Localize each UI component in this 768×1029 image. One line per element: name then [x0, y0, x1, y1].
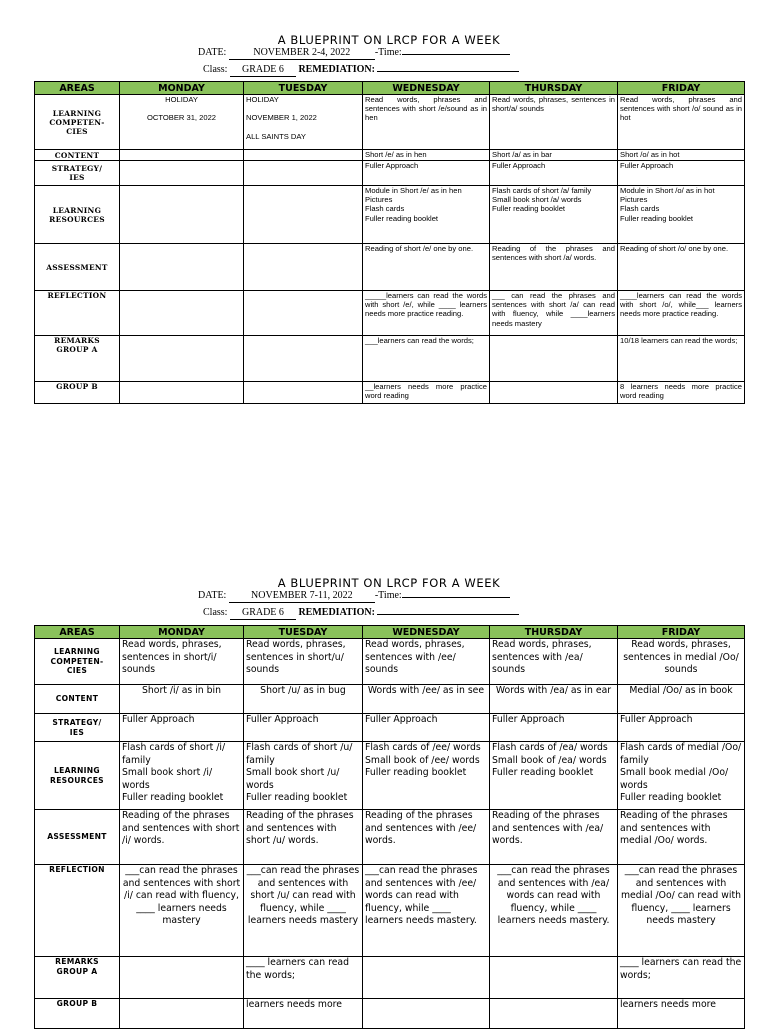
row-label-assessment: ASSESSMENT	[35, 244, 120, 291]
header-friday: FRIDAY	[618, 82, 745, 95]
table-row	[35, 95, 745, 150]
row-label-assessment: ASSESSMENT	[35, 810, 120, 865]
table-row	[35, 639, 745, 685]
table-cell: Words with /ee/ as in see	[363, 685, 490, 714]
table-row	[35, 685, 745, 714]
plan-table	[34, 625, 745, 1029]
table-cell: Flash cards of short /i/ family Small book short /i/ words Fuller reading booklet	[120, 742, 244, 810]
table-cell: Medial /Oo/ as in book	[618, 685, 745, 714]
table-cell: ____ learners can read the words;	[244, 957, 363, 999]
table-cell: ___can read the phrases and sentences with short /i/ can read with fluency, ____ learners needs mastery	[120, 865, 244, 957]
table-cell	[363, 999, 490, 1029]
table-cell	[120, 999, 244, 1029]
date-line	[198, 590, 744, 603]
table-cell: ___can read the phrases and sentences with medial /Oo/ can read with fluency, ____ learners needs mastery	[618, 865, 745, 957]
plan-table	[34, 81, 745, 404]
header-tuesday: TUESDAY	[244, 626, 363, 639]
table-cell: Fuller Approach	[618, 161, 745, 186]
time-blank	[402, 54, 510, 55]
table-cell: Fuller Approach	[120, 714, 244, 742]
table-cell: Fuller Approach	[490, 161, 618, 186]
table-cell: _____learners can read the words with short /e/, while ____ learners needs more practice reading.	[363, 291, 490, 336]
remediation-label: REMEDIATION:	[298, 607, 375, 618]
week-1-plan	[34, 33, 744, 404]
class-line	[203, 64, 744, 77]
table-cell: Module in Short /e/ as in hen Pictures Flash cards Fuller reading booklet	[363, 186, 490, 244]
table-row	[35, 161, 745, 186]
class-value: GRADE 6	[230, 64, 296, 77]
table-row	[35, 865, 745, 957]
table-cell: Read words, phrases, sentences with /ee/ sounds	[363, 639, 490, 685]
table-cell	[244, 244, 363, 291]
class-line	[203, 607, 744, 620]
table-cell: Reading of the phrases and sentences with short /a/ words.	[490, 244, 618, 291]
table-row	[35, 999, 745, 1029]
table-cell	[120, 382, 244, 404]
table-cell: Flash cards of short /u/ family Small book short /u/ words Fuller reading booklet	[244, 742, 363, 810]
table-cell: Flash cards of short /a/ family Small book short /a/ words Fuller reading booklet	[490, 186, 618, 244]
table-cell	[244, 186, 363, 244]
table-cell: Words with /ea/ as in ear	[490, 685, 618, 714]
table-cell: Fuller Approach	[490, 714, 618, 742]
table-cell: ____ learners can read the words;	[618, 957, 745, 999]
table-cell	[120, 186, 244, 244]
table-cell: Fuller Approach	[244, 714, 363, 742]
header-areas: AREAS	[35, 626, 120, 639]
table-cell	[244, 161, 363, 186]
week-2-plan	[34, 576, 744, 1029]
header-monday: MONDAY	[120, 82, 244, 95]
table-cell	[244, 336, 363, 382]
row-label-competencies: LEARNING COMPETEN- CIES	[35, 95, 120, 150]
table-cell: Short /i/ as in bin	[120, 685, 244, 714]
table-row	[35, 714, 745, 742]
header-wednesday: WEDNESDAY	[363, 82, 490, 95]
table-cell: ___can read the phrases and sentences with short /u/ can read with fluency, while ____ learners needs mastery	[244, 865, 363, 957]
table-cell: 8 learners needs more practice word reading	[618, 382, 745, 404]
table-cell	[490, 999, 618, 1029]
header-wednesday: WEDNESDAY	[363, 626, 490, 639]
table-cell: Short /o/ as in hot	[618, 150, 745, 161]
table-cell: Reading of the phrases and sentences with /ea/ words.	[490, 810, 618, 865]
time-label: -Time:	[374, 590, 402, 601]
date-label: DATE:	[198, 590, 227, 601]
header-monday: MONDAY	[120, 626, 244, 639]
table-cell: learners needs more	[618, 999, 745, 1029]
table-cell: Fuller Approach	[618, 714, 745, 742]
table-cell: HOLIDAY OCTOBER 31, 2022	[120, 95, 244, 150]
table-row	[35, 336, 745, 382]
date-value: NOVEMBER 7-11, 2022	[229, 590, 375, 603]
row-label-group-b: GROUP B	[35, 382, 120, 404]
table-row	[35, 957, 745, 999]
row-label-strategy: STRATEGY/ IES	[35, 714, 120, 742]
table-cell: ___learners can read the words;	[363, 336, 490, 382]
table-cell: ___can read the phrases and sentences with /ee/ words can read with fluency, while ____ learners needs mastery.	[363, 865, 490, 957]
table-cell	[244, 291, 363, 336]
table-cell	[363, 957, 490, 999]
table-cell: ____learners can read the words with short /o/, while___ learners needs more practice reading.	[618, 291, 745, 336]
row-label-reflection: REFLECTION	[35, 865, 120, 957]
table-row	[35, 810, 745, 865]
table-cell: __learners needs more practice word reading	[363, 382, 490, 404]
table-cell: Fuller Approach	[363, 161, 490, 186]
row-label-remarks-group-a: REMARKS GROUP A	[35, 957, 120, 999]
row-label-resources: LEARNING RESOURCES	[35, 742, 120, 810]
table-cell: 10/18 learners can read the words;	[618, 336, 745, 382]
row-label-content: CONTENT	[35, 150, 120, 161]
table-cell: Reading of short /e/ one by one.	[363, 244, 490, 291]
table-cell: Reading of the phrases and sentences with short /i/ words.	[120, 810, 244, 865]
table-cell	[490, 336, 618, 382]
row-label-strategy: STRATEGY/ IES	[35, 161, 120, 186]
table-cell: Flash cards of /ea/ words Small book of /ea/ words Fuller reading booklet	[490, 742, 618, 810]
header-friday: FRIDAY	[618, 626, 745, 639]
date-label: DATE:	[198, 47, 227, 58]
table-cell: Reading of short /o/ one by one.	[618, 244, 745, 291]
date-line	[198, 47, 744, 60]
table-cell: HOLIDAY NOVEMBER 1, 2022 ALL SAINTS DAY	[244, 95, 363, 150]
table-cell: ___can read the phrases and sentences with /ea/ words can read with fluency, while ____ learners needs mastery.	[490, 865, 618, 957]
table-cell: Read words, phrases, sentences in medial /Oo/ sounds	[618, 639, 745, 685]
table-cell: Reading of the phrases and sentences with short /u/ words.	[244, 810, 363, 865]
header-tuesday: TUESDAY	[244, 82, 363, 95]
row-label-reflection: REFLECTION	[35, 291, 120, 336]
table-cell: ___ can read the phrases and sentences with short /a/ can read with fluency, while ____learners needs mastery	[490, 291, 618, 336]
table-row	[35, 150, 745, 161]
table-cell: Short /a/ as in bar	[490, 150, 618, 161]
table-row	[35, 244, 745, 291]
table-cell	[120, 150, 244, 161]
table-cell	[244, 382, 363, 404]
table-cell: learners needs more	[244, 999, 363, 1029]
table-row	[35, 291, 745, 336]
table-cell	[244, 150, 363, 161]
table-row	[35, 742, 745, 810]
table-cell: Short /e/ as in hen	[363, 150, 490, 161]
table-cell: Reading of the phrases and sentences with /ee/ words.	[363, 810, 490, 865]
table-cell: Read words, phrases, sentences with /ea/ sounds	[490, 639, 618, 685]
table-cell: Read words, phrases and sentences with short /o/ sound as in hot	[618, 95, 745, 150]
table-cell	[120, 291, 244, 336]
class-label: Class:	[203, 607, 228, 618]
table-cell	[120, 244, 244, 291]
time-blank	[402, 597, 510, 598]
row-label-group-b: GROUP B	[35, 999, 120, 1029]
row-label-resources: LEARNING RESOURCES	[35, 186, 120, 244]
row-label-remarks-group-a: REMARKS GROUP A	[35, 336, 120, 382]
page-title: A BLUEPRINT ON LRCP FOR A WEEK	[277, 33, 501, 47]
remediation-blank	[377, 71, 519, 72]
table-cell: Flash cards of medial /Oo/ family Small book medial /Oo/ words Fuller reading booklet	[618, 742, 745, 810]
table-cell	[490, 382, 618, 404]
table-row	[35, 382, 745, 404]
page-title: A BLUEPRINT ON LRCP FOR A WEEK	[277, 576, 501, 590]
table-cell	[120, 336, 244, 382]
header-areas: AREAS	[35, 82, 120, 95]
row-label-competencies: LEARNING COMPETEN- CIES	[35, 639, 120, 685]
header-thursday: THURSDAY	[490, 626, 618, 639]
date-value: NOVEMBER 2-4, 2022	[229, 47, 375, 60]
table-row	[35, 186, 745, 244]
table-cell: Read words, phrases, sentences in short/u/ sounds	[244, 639, 363, 685]
header-thursday: THURSDAY	[490, 82, 618, 95]
remediation-label: REMEDIATION:	[298, 64, 375, 75]
table-cell	[120, 161, 244, 186]
class-label: Class:	[203, 64, 228, 75]
table-cell: Read words, phrases, sentences in short/i/ sounds	[120, 639, 244, 685]
table-cell: Module in Short /o/ as in hot Pictures Flash cards Fuller reading booklet	[618, 186, 745, 244]
table-cell: Read words, phrases and sentences with short /e/sound as in hen	[363, 95, 490, 150]
table-cell	[490, 957, 618, 999]
table-cell: Fuller Approach	[363, 714, 490, 742]
remediation-blank	[377, 614, 519, 615]
header-row	[35, 626, 745, 639]
table-cell: Flash cards of /ee/ words Small book of /ee/ words Fuller reading booklet	[363, 742, 490, 810]
table-cell: Read words, phrases, sentences in short/a/ sounds	[490, 95, 618, 150]
table-cell: Short /u/ as in bug	[244, 685, 363, 714]
time-label: -Time:	[374, 47, 402, 58]
class-value: GRADE 6	[230, 607, 296, 620]
table-cell	[120, 957, 244, 999]
row-label-content: CONTENT	[35, 685, 120, 714]
table-cell: Reading of the phrases and sentences with medial /Oo/ words.	[618, 810, 745, 865]
header-row	[35, 82, 745, 95]
